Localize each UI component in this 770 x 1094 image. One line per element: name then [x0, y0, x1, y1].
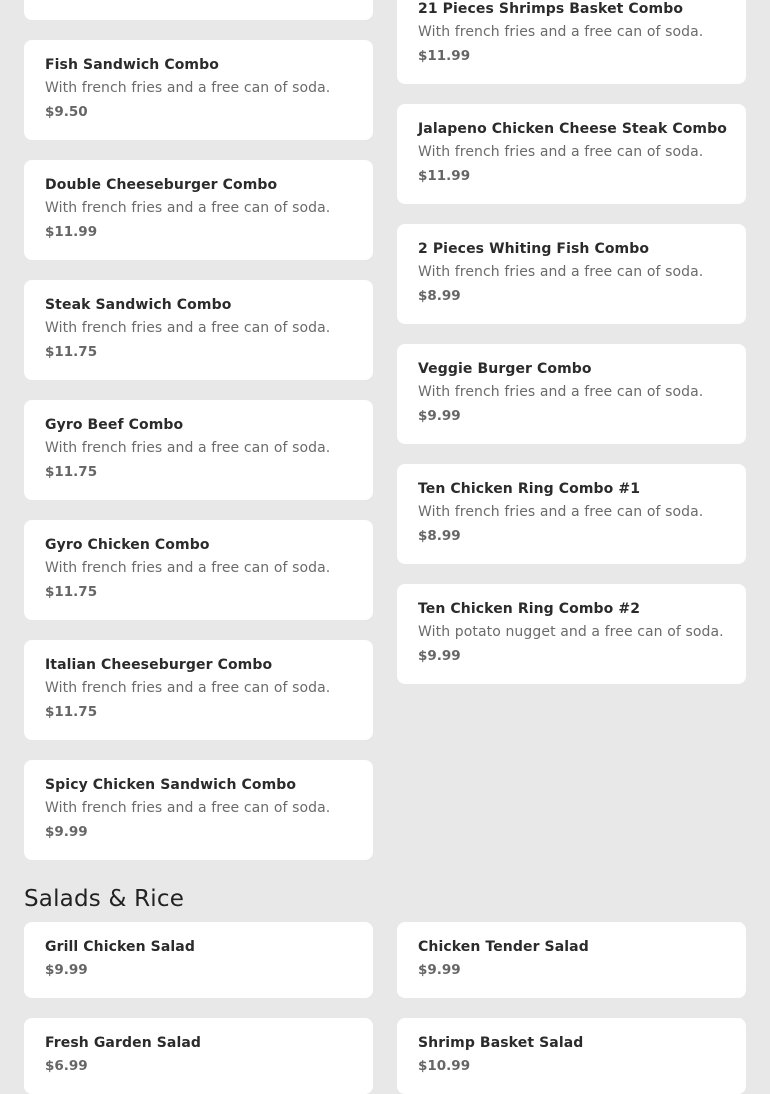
menu-item-price: $9.99 — [45, 962, 88, 978]
menu-item-name: Gyro Beef Combo — [45, 417, 184, 433]
menu-item-card[interactable] — [397, 0, 746, 84]
menu-item-card[interactable] — [24, 160, 373, 260]
menu-item-card[interactable] — [24, 280, 373, 380]
menu-item-card[interactable] — [24, 0, 373, 20]
menu-item-card[interactable] — [24, 922, 373, 998]
menu-item-card[interactable] — [397, 584, 746, 684]
menu-item-card[interactable] — [397, 922, 746, 998]
menu-item-name: Italian Cheeseburger Combo — [45, 657, 273, 673]
menu-item-price: $10.99 — [418, 1058, 471, 1074]
menu-item-description: With french fries and a free can of soda. — [418, 264, 704, 280]
menu-item-name: Ten Chicken Ring Combo #1 — [418, 481, 641, 497]
menu-item-card[interactable] — [24, 760, 373, 860]
menu-item-description: With potato nugget and a free can of soda. — [418, 624, 724, 640]
menu-item-description: With french fries and a free can of soda. — [45, 320, 331, 336]
menu-item-price: $11.75 — [45, 344, 98, 360]
menu-item-card[interactable] — [24, 1018, 373, 1094]
menu-item-price: $11.99 — [418, 168, 471, 184]
menu-item-name: Double Cheeseburger Combo — [45, 177, 278, 193]
menu-item-price: $11.75 — [45, 584, 98, 600]
menu-item-price: $8.99 — [418, 528, 461, 544]
menu-item-description: With french fries and a free can of soda. — [45, 800, 331, 816]
menu-item-name: Veggie Burger Combo — [418, 361, 592, 377]
menu-item-name: Ten Chicken Ring Combo #2 — [418, 601, 641, 617]
menu-item-name: 21 Pieces Shrimps Basket Combo — [418, 1, 684, 17]
menu-item-price: $11.75 — [45, 464, 98, 480]
menu-item-name: Chicken Tender Salad — [418, 939, 589, 955]
menu-item-price: $11.99 — [418, 48, 471, 64]
menu-item-description: With french fries and a free can of soda. — [45, 680, 331, 696]
menu-item-card[interactable] — [24, 40, 373, 140]
menu-item-description: With french fries and a free can of soda. — [418, 144, 704, 160]
menu-item-name: 2 Pieces Whiting Fish Combo — [418, 241, 650, 257]
menu-item-description: With french fries and a free can of soda. — [418, 384, 704, 400]
menu-item-card[interactable] — [397, 464, 746, 564]
menu-item-price: $9.99 — [45, 824, 88, 840]
menu-item-description: With french fries and a free can of soda. — [45, 560, 331, 576]
menu-item-price: $9.99 — [418, 408, 461, 424]
menu-item-price: $6.99 — [45, 1058, 88, 1074]
menu-item-description: With french fries and a free can of soda. — [418, 504, 704, 520]
menu-item-description: With french fries and a free can of soda. — [45, 440, 331, 456]
section-title: Salads & Rice — [24, 886, 185, 912]
menu-item-name: Jalapeno Chicken Cheese Steak Combo — [418, 121, 727, 137]
menu-item-name: Grill Chicken Salad — [45, 939, 195, 955]
menu-item-card[interactable] — [397, 1018, 746, 1094]
menu-item-description: With french fries and a free can of soda. — [418, 24, 704, 40]
menu-item-card[interactable] — [397, 224, 746, 324]
menu-item-name: Fresh Garden Salad — [45, 1035, 202, 1051]
menu-item-name: Spicy Chicken Sandwich Combo — [45, 777, 297, 793]
menu-item-card[interactable] — [397, 344, 746, 444]
menu-item-price: $11.75 — [45, 704, 98, 720]
menu-item-price: $9.99 — [418, 962, 461, 978]
menu-item-card[interactable] — [24, 520, 373, 620]
menu-item-price: $11.99 — [45, 224, 98, 240]
menu-item-name: Gyro Chicken Combo — [45, 537, 210, 553]
menu-item-name: Fish Sandwich Combo — [45, 57, 219, 73]
menu-item-price: $8.99 — [418, 288, 461, 304]
menu-item-card[interactable] — [24, 400, 373, 500]
menu-item-price: $9.50 — [45, 104, 88, 120]
menu-item-name: Steak Sandwich Combo — [45, 297, 232, 313]
menu-item-price: $9.99 — [418, 648, 461, 664]
menu-item-description: With french fries and a free can of soda. — [45, 80, 331, 96]
menu-item-card[interactable] — [24, 640, 373, 740]
menu-item-description: With french fries and a free can of soda. — [45, 200, 331, 216]
menu-item-card[interactable] — [397, 104, 746, 204]
menu-item-name: Shrimp Basket Salad — [418, 1035, 584, 1051]
